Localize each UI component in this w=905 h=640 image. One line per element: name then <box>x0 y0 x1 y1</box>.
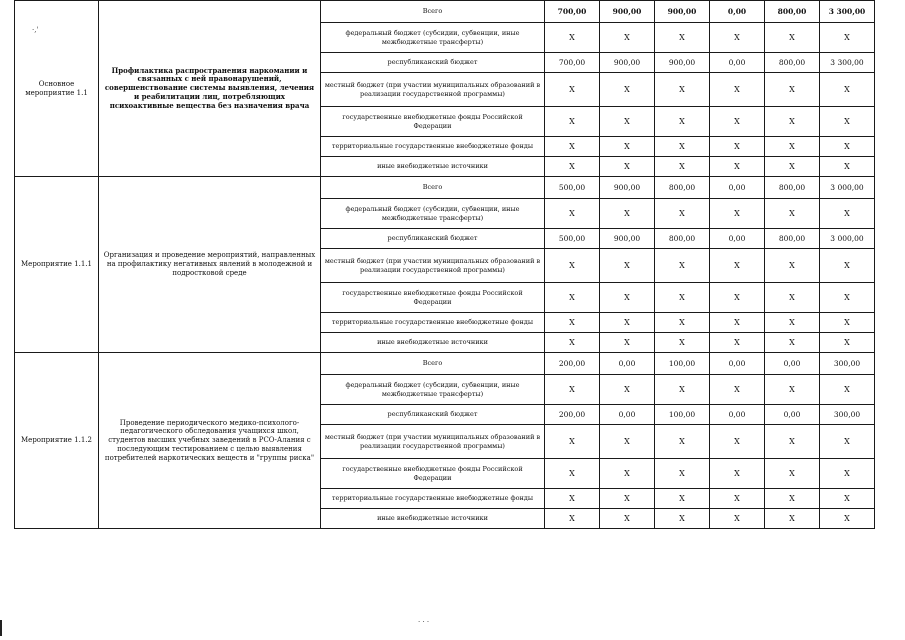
amount-cell: X <box>545 107 600 137</box>
funding-source: местный бюджет (при участии муниципальных образований в реализации государственной программы) <box>321 73 545 107</box>
amount-cell: X <box>820 313 875 333</box>
amount-cell: 3 300,00 <box>820 53 875 73</box>
amount-cell: 0,00 <box>710 53 765 73</box>
funding-source: государственные внебюджетные фонды Российской Федерации <box>321 283 545 313</box>
amount-cell: 200,00 <box>545 405 600 425</box>
amount-cell: 300,00 <box>820 353 875 375</box>
funding-source: местный бюджет (при участии муниципальных образований в реализации государственной программы) <box>321 425 545 459</box>
amount-cell: 700,00 <box>545 53 600 73</box>
amount-cell: 100,00 <box>655 353 710 375</box>
amount-cell: X <box>655 459 710 489</box>
amount-cell: X <box>545 73 600 107</box>
amount-cell: 300,00 <box>820 405 875 425</box>
amount-cell: X <box>820 459 875 489</box>
amount-cell: X <box>710 283 765 313</box>
table-row <box>15 1 875 23</box>
amount-cell: X <box>765 459 820 489</box>
amount-cell: X <box>765 157 820 177</box>
amount-cell: X <box>710 137 765 157</box>
amount-cell: 0,00 <box>710 229 765 249</box>
funding-source: государственные внебюджетные фонды Российской Федерации <box>321 459 545 489</box>
amount-cell: X <box>765 73 820 107</box>
amount-cell: X <box>710 459 765 489</box>
amount-cell: X <box>655 73 710 107</box>
funding-source: иные внебюджетные источники <box>321 509 545 529</box>
amount-cell: X <box>655 157 710 177</box>
amount-cell: X <box>655 509 710 529</box>
amount-cell: 500,00 <box>545 177 600 199</box>
amount-cell: X <box>765 199 820 229</box>
amount-cell: 900,00 <box>600 53 655 73</box>
amount-cell: 700,00 <box>545 1 600 23</box>
amount-cell: X <box>600 333 655 353</box>
amount-cell: X <box>765 489 820 509</box>
budget-sheet <box>14 0 875 529</box>
amount-cell: X <box>710 73 765 107</box>
amount-cell: X <box>710 509 765 529</box>
amount-cell: 800,00 <box>765 1 820 23</box>
amount-cell: 0,00 <box>600 353 655 375</box>
funding-source: территориальные государственные внебюджетные фонды <box>321 137 545 157</box>
amount-cell: X <box>820 283 875 313</box>
amount-cell: 0,00 <box>710 1 765 23</box>
amount-cell: X <box>600 107 655 137</box>
funding-source: республиканский бюджет <box>321 229 545 249</box>
funding-source: государственные внебюджетные фонды Российской Федерации <box>321 107 545 137</box>
amount-cell: X <box>820 249 875 283</box>
scan-edge-mark <box>0 620 2 636</box>
amount-cell: X <box>600 23 655 53</box>
amount-cell: X <box>710 199 765 229</box>
amount-cell: X <box>545 313 600 333</box>
funding-source: иные внебюджетные источники <box>321 157 545 177</box>
budget-table <box>14 0 875 529</box>
amount-cell: X <box>545 157 600 177</box>
amount-cell: X <box>820 425 875 459</box>
amount-cell: X <box>600 313 655 333</box>
amount-cell: X <box>545 249 600 283</box>
amount-cell: X <box>600 283 655 313</box>
amount-cell: X <box>600 137 655 157</box>
amount-cell: X <box>545 459 600 489</box>
amount-cell: X <box>710 157 765 177</box>
amount-cell: X <box>765 23 820 53</box>
funding-source: республиканский бюджет <box>321 53 545 73</box>
amount-cell: X <box>820 333 875 353</box>
amount-cell: X <box>600 489 655 509</box>
amount-cell: X <box>545 137 600 157</box>
amount-cell: X <box>710 489 765 509</box>
amount-cell: 3 300,00 <box>820 1 875 23</box>
amount-cell: 0,00 <box>710 177 765 199</box>
amount-cell: X <box>655 375 710 405</box>
amount-cell: 0,00 <box>710 405 765 425</box>
amount-cell: X <box>600 73 655 107</box>
amount-cell: X <box>765 283 820 313</box>
amount-cell: X <box>655 313 710 333</box>
funding-source: территориальные государственные внебюджетные фонды <box>321 313 545 333</box>
amount-cell: X <box>545 283 600 313</box>
amount-cell: 100,00 <box>655 405 710 425</box>
amount-cell: X <box>655 249 710 283</box>
funding-source: местный бюджет (при участии муниципальных образований в реализации государственной программы) <box>321 249 545 283</box>
measure-title: Проведение периодического медико-психолого-педагогического обследования учащихся школ, студентов высших учебных заведений в РСО-Алания с последующим тестированием с целью выявления потребителей наркотических веществ и "группы риска" <box>99 353 321 529</box>
amount-cell: 900,00 <box>655 53 710 73</box>
amount-cell: X <box>600 157 655 177</box>
amount-cell: 200,00 <box>545 353 600 375</box>
table-row <box>15 353 875 375</box>
amount-cell: X <box>545 333 600 353</box>
amount-cell: X <box>820 509 875 529</box>
amount-cell: 3 000,00 <box>820 229 875 249</box>
measure-title: Профилактика распространения наркомании и связанных с ней правонарушений, совершенствование системы выявления, лечения и реабилитации лиц, потребляющих психоактивные вещества без назначения врача <box>99 1 321 177</box>
amount-cell: X <box>545 425 600 459</box>
amount-cell: X <box>655 23 710 53</box>
amount-cell: X <box>710 333 765 353</box>
table-row <box>15 177 875 199</box>
amount-cell: X <box>655 283 710 313</box>
funding-source: территориальные государственные внебюджетные фонды <box>321 489 545 509</box>
amount-cell: 900,00 <box>600 177 655 199</box>
amount-cell: X <box>655 137 710 157</box>
amount-cell: X <box>655 333 710 353</box>
amount-cell: X <box>710 313 765 333</box>
amount-cell: 0,00 <box>765 353 820 375</box>
amount-cell: X <box>820 199 875 229</box>
funding-source: Всего <box>321 353 545 375</box>
amount-cell: 900,00 <box>655 1 710 23</box>
funding-source: иные внебюджетные источники <box>321 333 545 353</box>
amount-cell: X <box>545 509 600 529</box>
amount-cell: X <box>710 23 765 53</box>
amount-cell: X <box>765 333 820 353</box>
measure-label: Мероприятие 1.1.1 <box>15 177 99 353</box>
measure-label: Мероприятие 1.1.2 <box>15 353 99 529</box>
amount-cell: X <box>820 157 875 177</box>
amount-cell: X <box>655 199 710 229</box>
amount-cell: 0,00 <box>765 405 820 425</box>
amount-cell: X <box>710 107 765 137</box>
amount-cell: 500,00 <box>545 229 600 249</box>
amount-cell: X <box>820 23 875 53</box>
amount-cell: 800,00 <box>655 229 710 249</box>
funding-source: Всего <box>321 177 545 199</box>
amount-cell: 800,00 <box>765 53 820 73</box>
amount-cell: X <box>820 375 875 405</box>
amount-cell: 900,00 <box>600 1 655 23</box>
amount-cell: X <box>765 375 820 405</box>
amount-cell: X <box>820 107 875 137</box>
funding-source: федеральный бюджет (субсидии, субвенции, иные межбюджетные трансферты) <box>321 23 545 53</box>
amount-cell: X <box>765 425 820 459</box>
measure-title: Организация и проведение мероприятий, направленных на профилактику негативных явлений в молодежной и подростковой среде <box>99 177 321 353</box>
amount-cell: X <box>765 509 820 529</box>
funding-source: федеральный бюджет (субсидии, субвенции, иные межбюджетные трансферты) <box>321 375 545 405</box>
amount-cell: X <box>655 425 710 459</box>
funding-source: федеральный бюджет (субсидии, субвенции, иные межбюджетные трансферты) <box>321 199 545 229</box>
amount-cell: X <box>820 137 875 157</box>
amount-cell: X <box>765 137 820 157</box>
amount-cell: X <box>600 375 655 405</box>
amount-cell: X <box>820 73 875 107</box>
amount-cell: X <box>545 23 600 53</box>
amount-cell: X <box>710 375 765 405</box>
amount-cell: X <box>545 375 600 405</box>
scan-speck: · · · <box>418 618 430 626</box>
amount-cell: X <box>600 425 655 459</box>
amount-cell: 3 000,00 <box>820 177 875 199</box>
scan-speck: ·,' <box>32 26 39 34</box>
amount-cell: X <box>765 107 820 137</box>
amount-cell: X <box>545 489 600 509</box>
amount-cell: X <box>600 459 655 489</box>
amount-cell: 900,00 <box>600 229 655 249</box>
amount-cell: 0,00 <box>600 405 655 425</box>
amount-cell: 0,00 <box>710 353 765 375</box>
amount-cell: X <box>655 107 710 137</box>
amount-cell: X <box>710 249 765 283</box>
amount-cell: X <box>765 313 820 333</box>
amount-cell: 800,00 <box>765 177 820 199</box>
amount-cell: X <box>600 249 655 283</box>
amount-cell: X <box>655 489 710 509</box>
amount-cell: X <box>765 249 820 283</box>
amount-cell: X <box>600 199 655 229</box>
amount-cell: 800,00 <box>655 177 710 199</box>
measure-label: Основное мероприятие 1.1 <box>15 1 99 177</box>
funding-source: республиканский бюджет <box>321 405 545 425</box>
amount-cell: 800,00 <box>765 229 820 249</box>
amount-cell: X <box>545 199 600 229</box>
amount-cell: X <box>600 509 655 529</box>
funding-source: Всего <box>321 1 545 23</box>
amount-cell: X <box>710 425 765 459</box>
amount-cell: X <box>820 489 875 509</box>
